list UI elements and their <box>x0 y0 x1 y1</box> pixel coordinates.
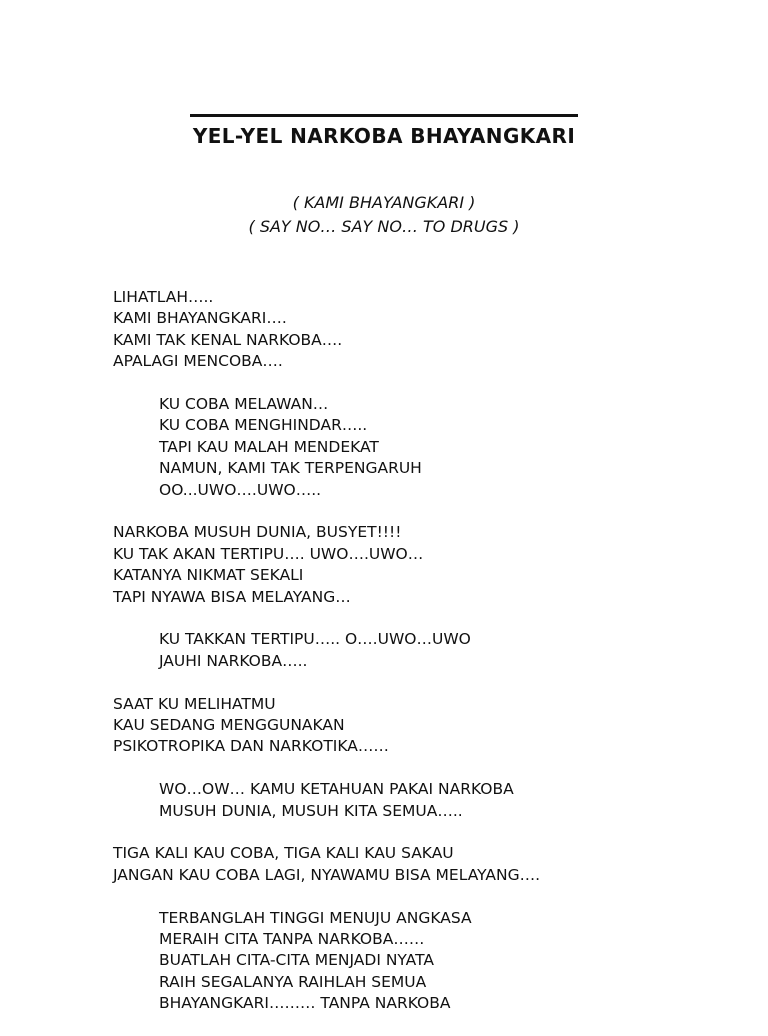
stanza <box>113 394 753 501</box>
lyric-line: KU TAKKAN TERTIPU….. O….UWO…UWO <box>159 630 471 649</box>
lyric-line: KU TAK AKAN TERTIPU…. UWO….UWO… <box>113 544 424 563</box>
subtitle-line: ( KAMI BHAYANGKARI ) <box>292 193 476 212</box>
lyric-line: JAUHI NARKOBA….. <box>159 651 308 670</box>
lyric-line: KAMI TAK KENAL NARKOBA…. <box>113 330 343 349</box>
lyric-line: TAPI KAU MALAH MENDEKAT <box>159 437 379 456</box>
lyric-line: NARKOBA MUSUH DUNIA, BUSYET!!!! <box>113 523 402 542</box>
lyric-line: MUSUH DUNIA, MUSUH KITA SEMUA….. <box>159 801 463 820</box>
lyric-line: MERAIH CITA TANPA NARKOBA…… <box>159 930 425 949</box>
lyric-line: KATANYA NIKMAT SEKALI <box>113 566 304 585</box>
stanza <box>113 779 753 822</box>
lyric-line: LIHATLAH….. <box>113 288 214 306</box>
lyric-line: KU COBA MENGHINDAR….. <box>159 416 368 435</box>
lyric-line: KAMI BHAYANGKARI…. <box>113 309 287 328</box>
lyric-line: PSIKOTROPIKA DAN NARKOTIKA…… <box>113 737 389 756</box>
lyrics-body <box>113 287 753 1036</box>
lyric-line: TAPI NYAWA BISA MELAYANG… <box>113 587 351 606</box>
lyric-line: RAIH SEGALANYA RAIHLAH SEMUA <box>159 972 427 991</box>
stanza <box>113 629 753 672</box>
lyric-line: TIGA KALI KAU COBA, TIGA KALI KAU SAKAU <box>113 844 454 863</box>
stanza <box>113 908 753 1015</box>
title-rule <box>190 114 578 117</box>
lyric-line: KU COBA MELAWAN… <box>159 395 329 414</box>
lyric-line: WO…OW… KAMU KETAHUAN PAKAI NARKOBA <box>159 780 514 799</box>
lyric-line: BHAYANGKARI……… TANPA NARKOBA <box>159 994 451 1013</box>
stanza <box>113 522 753 608</box>
document-title: YEL-YEL NARKOBA BHAYANGKARI <box>192 124 576 148</box>
stanza <box>113 287 753 373</box>
lyric-line: SAAT KU MELIHATMU <box>113 694 276 713</box>
lyric-line: BUATLAH CITA-CITA MENJADI NYATA <box>159 951 434 970</box>
stanza <box>113 694 753 758</box>
lyric-line: KAU SEDANG MENGGUNAKAN <box>113 716 345 735</box>
lyric-line: OO...UWO….UWO….. <box>159 480 322 499</box>
stanza <box>113 843 753 886</box>
subtitle-block <box>0 191 768 239</box>
lyric-line: APALAGI MENCOBA…. <box>113 352 283 371</box>
lyric-line: TERBANGLAH TINGGI MENUJU ANGKASA <box>159 908 472 927</box>
subtitle-line: ( SAY NO… SAY NO… TO DRUGS ) <box>248 217 520 236</box>
lyric-line: NAMUN, KAMI TAK TERPENGARUH <box>159 459 422 478</box>
lyric-line: JANGAN KAU COBA LAGI, NYAWAMU BISA MELAYANG…. <box>113 865 541 884</box>
